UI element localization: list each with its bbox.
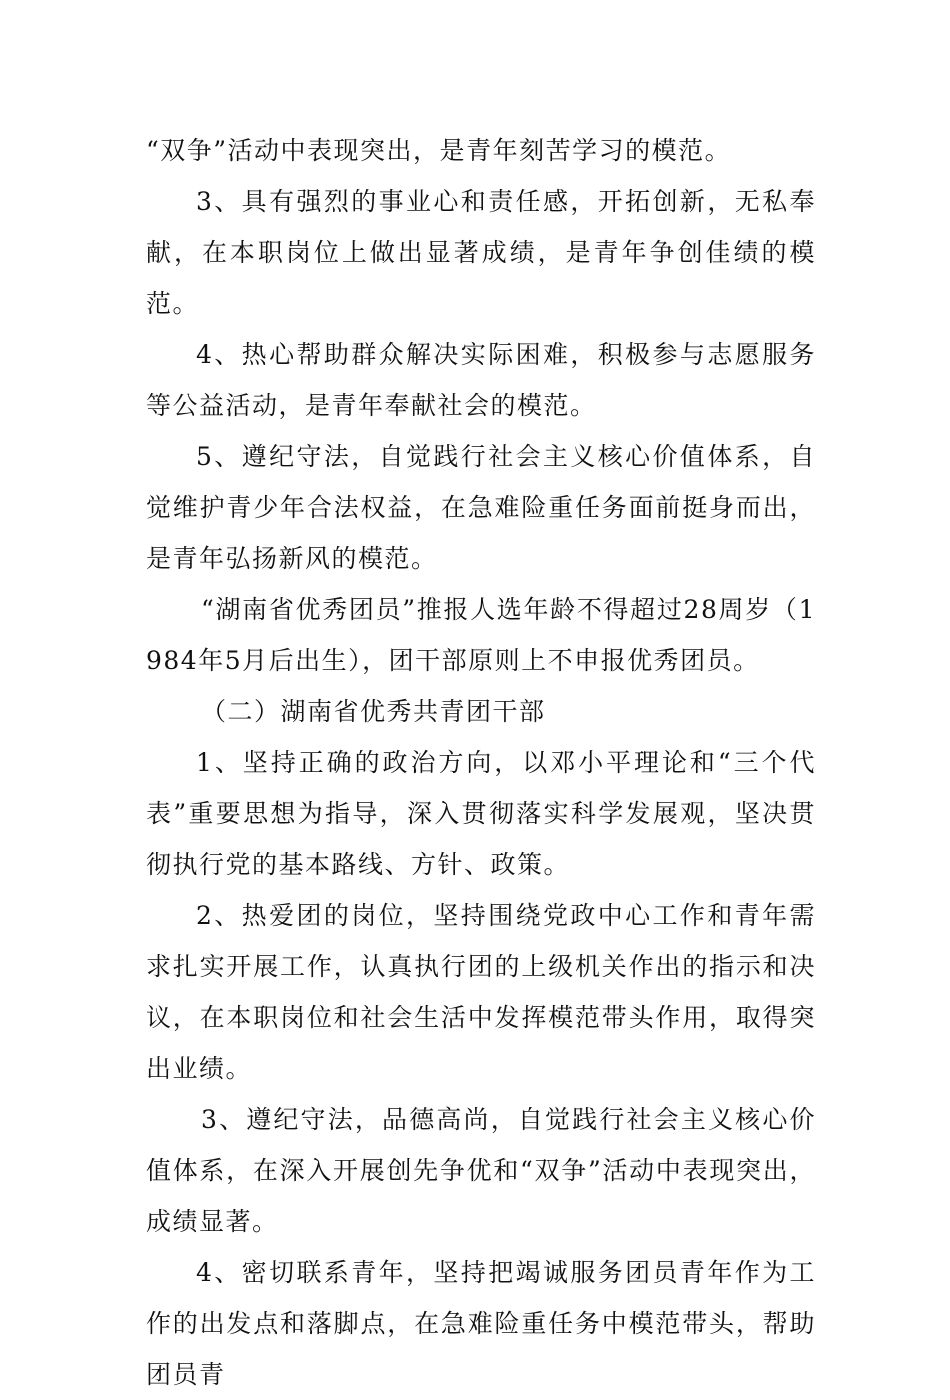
paragraph-item-3-excellent-member: 3、具有强烈的事业心和责任感，开拓创新，无私奉献，在本职岗位上做出显著成绩，是青年争创佳绩的模范。 [146, 187, 816, 318]
paragraph-item-5-excellent-member: 5、遵纪守法，自觉践行社会主义核心价值体系，自觉维护青少年合法权益，在急难险重任务面前挺身而出，是青年弘扬新风的模范。 [146, 442, 816, 573]
document-body [146, 125, 816, 1400]
paragraph-continued: “双争”活动中表现突出，是青年刻苦学习的模范。 [146, 136, 732, 165]
section-heading-excellent-cadre: （二）湖南省优秀共青团干部 [201, 697, 546, 726]
paragraph-item-3-cadre: 3、遵纪守法，品德高尚，自觉践行社会主义核心价值体系，在深入开展创先争优和“双争”活动中表现突出，成绩显著。 [146, 1105, 816, 1236]
paragraph-item-4-excellent-member: 4、热心帮助群众解决实际困难，积极参与志愿服务等公益活动，是青年奉献社会的模范。 [146, 340, 816, 420]
paragraph-item-1-cadre: 1、坚持正确的政治方向，以邓小平理论和“三个代表”重要思想为指导，深入贯彻落实科学发展观，坚决贯彻执行党的基本路线、方针、政策。 [146, 748, 816, 879]
paragraph-item-2-cadre: 2、热爱团的岗位，坚持围绕党政中心工作和青年需求扎实开展工作，认真执行团的上级机关作出的指示和决议，在本职岗位和社会生活中发挥模范带头作用，取得突出业绩。 [146, 901, 816, 1083]
paragraph-age-requirement: “湖南省优秀团员”推报人选年龄不得超过28周岁（1984年5月后出生），团干部原则上不申报优秀团员。 [146, 595, 816, 675]
paragraph-item-4-cadre: 4、密切联系青年，坚持把竭诚服务团员青年作为工作的出发点和落脚点，在急难险重任务中模范带头，帮助团员青 [146, 1258, 816, 1389]
